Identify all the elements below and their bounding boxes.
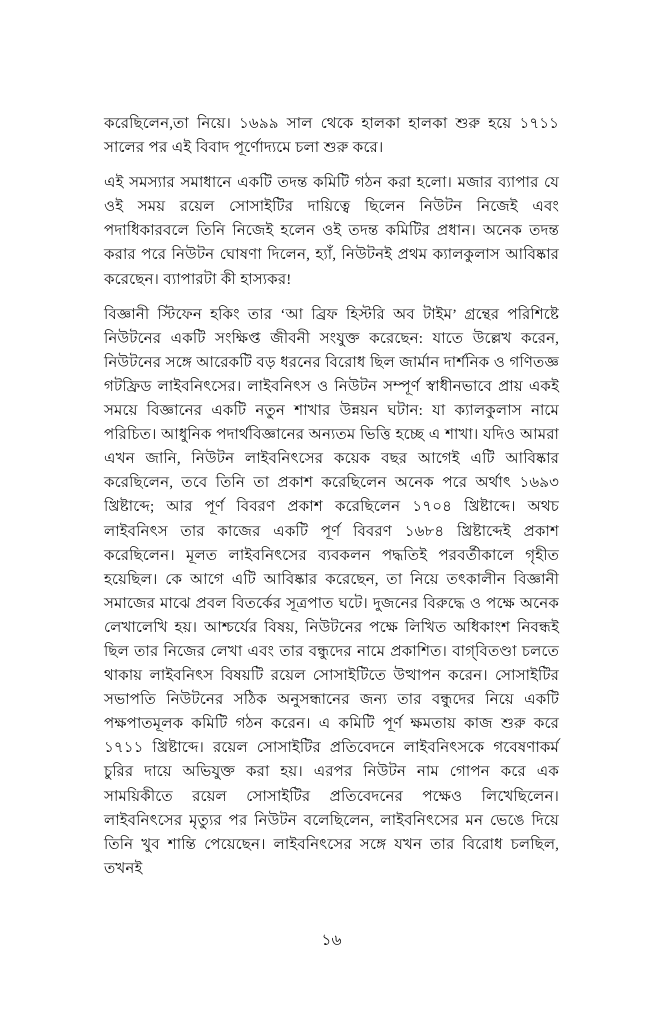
paragraph-2: এই সমস্যার সমাধানে একটি তদন্ত কমিটি গঠন করা হলো। মজার ব্যাপার যে ওই সময় রয়েল সোসাইটির দায়িত্বে ছিলেন নিউটন নিজেই এবং পদাধিকারবলে তিনি নিজেই হলেন ওই তদন্ত কমিটির প্রধান। অনেক তদন্ত করার পরে নিউটন ঘোষণা দিলেন, হ্যাঁ, নিউটনই প্রথম ক্যালকুলাস আবিষ্কার করেছেন। ব্যাপারটা কী হাস্যকর! [104,174,559,288]
page-number: ১৬ [321,932,342,949]
paragraph-3: বিজ্ঞানী স্টিফেন হকিং তার ‘আ ব্রিফ হিস্টরি অব টাইম’ গ্রন্থের পরিশিষ্টে নিউটনের একটি সংক্ষিপ্ত জীবনী সংযুক্ত করেছেন: যাতে উল্লেখ করেন, নিউটনের সঙ্গে আরেকটি বড় ধরনের বিরোধ ছিল জার্মান দার্শনিক ও গণিতজ্ঞ গটফ্রিড লাইবনিৎসের। লাইবনিৎস ও নিউটন সম্পূর্ণ স্বাধীনভাবে প্রায় একই সময়ে বিজ্ঞানের একটি নতুন শাখার উন্নয়ন ঘটান: যা ক্যালকুলাস নামে পরিচিত। আধুনিক পদার্থবিজ্ঞানের অন্যতম ভিত্তি হচ্ছে এ শাখা। যদিও আমরা এখন জানি, নিউটন লাইবনিৎসের কয়েক বছর আগেই এটি আবিষ্কার করেছিলেন, তবে তিনি তা প্রকাশ করেছিলেন অনেক পরে অর্থাৎ ১৬৯৩ খ্রিষ্টাব্দে; আর পূর্ণ বিবরণ প্রকাশ করেছিলেন ১৭০৪ খ্রিষ্টাব্দে। অথচ লাইবনিৎস তার কাজের একটি পূর্ণ বিবরণ ১৬৮৪ খ্রিষ্টাব্দেই প্রকাশ করেছিলেন। মূলত লাইবনিৎসের ব্যবকলন পদ্ধতিই পরবর্তীকালে গৃহীত হয়েছিল। কে আগে এটি আবিষ্কার করেছেন, তা নিয়ে তৎকালীন বিজ্ঞানী সমাজের মাঝে প্রবল বিতর্কের সূত্রপাত ঘটে। দুজনের বিরুদ্ধে ও পক্ষে অনেক লেখালেখি হয়। আশ্চর্যের বিষয়, নিউটনের পক্ষে লিখিত অধিকাংশ নিবন্ধই ছিল তার নিজের লেখা এবং তার বন্ধুদের নামে প্রকাশিত। বাগ্‌বিতণ্ডা চলতে থাকায় লাইবনিৎস বিষয়টি রয়েল সোসাইটিতে উত্থাপন করেন। সোসাইটির সভাপতি নিউটনের সঠিক অনুসন্ধানের জন্য তার বন্ধুদের নিয়ে একটি পক্ষপাতমূলক কমিটি গঠন করেন। এ কমিটি পূর্ণ ক্ষমতায় কাজ শুরু করে ১৭১১ খ্রিষ্টাব্দে। রয়েল সোসাইটির প্রতিবেদনে লাইবনিৎসকে গবেষণাকর্ম চুরির দায়ে অভিযুক্ত করা হয়। এরপর নিউটন নাম গোপন করে এক সাময়িকীতে রয়েল সোসাইটির প্রতিবেদনের পক্ষেও লিখেছিলেন। লাইবনিৎসের মৃত্যুর পর নিউটন বলেছিলেন, লাইবনিৎসের মন ভেঙে দিয়ে তিনি খুব শান্তি পেয়েছেন। লাইবনিৎসের সঙ্গে যখন তার বিরোধ চলছিল, তখনই [104,305,559,877]
paragraph-1: করেছিলেন,তা নিয়ে। ১৬৯৯ সাল থেকে হালকা হালকা শুরু হয়ে ১৭১১ সালের পর এই বিবাদ পূর্ণোদ্যমে চলা শুরু করে। [104,115,559,157]
page-text-block [104,112,559,881]
